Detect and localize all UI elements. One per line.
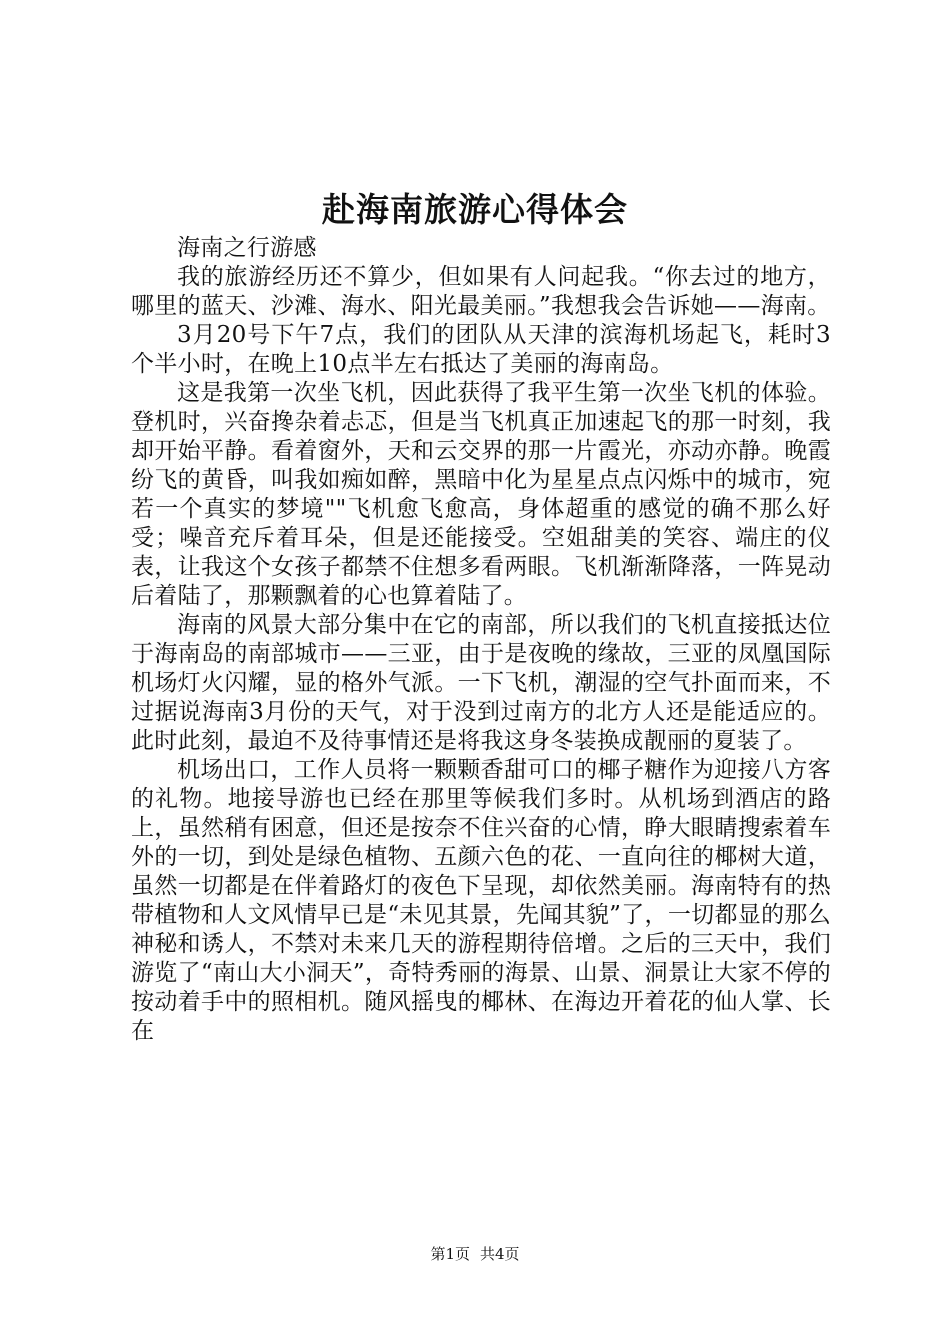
document-body: [131, 234, 831, 1046]
paragraph-subtitle: 海南之行游感: [177, 235, 317, 261]
page-number-total: 共4页: [480, 1245, 520, 1263]
paragraph: 海南的风景大部分集中在它的南部，所以我们的飞机直接抵达位于海南岛的南部城市——三亚，由于是夜晚的缘故，三亚的凤凰国际机场灯火闪耀，显的格外气派。一下飞机，潮湿的空气扑面而来，不过据说海南3月份的天气，对于没到过南方的北方人还是能适应的。此时此刻，最迫不及待事情还是将我这身冬装换成靓丽的夏装了。: [131, 612, 831, 754]
paragraph: 机场出口，工作人员将一颗颗香甜可口的椰子糖作为迎接八方客的礼物。地接导游也已经在那里等候我们多时。从机场到酒店的路上，虽然稍有困意，但还是按奈不住兴奋的心情，睁大眼睛搜索着车外的一切，到处是绿色植物、五颜六色的花、一直向往的椰树大道，虽然一切都是在伴着路灯的夜色下呈现，却依然美丽。海南特有的热带植物和人文风情早已是“未见其景，先闻其貌”了，一切都显的那么神秘和诱人，不禁对未来几天的游程期待倍增。之后的三天中，我们游览了“南山大小洞天”，奇特秀丽的海景、山景、洞景让大家不停的按动着手中的照相机。随风摇曳的椰林、在海边开着花的仙人掌、长在: [131, 757, 831, 1044]
document-title: 赴海南旅游心得体会: [322, 190, 628, 229]
page-number-current: 第1页: [430, 1245, 470, 1263]
paragraph: 这是我第一次坐飞机，因此获得了我平生第一次坐飞机的体验。登机时，兴奋搀杂着忐忑，但是当飞机真正加速起飞的那一时刻，我却开始平静。看着窗外，天和云交界的那一片霞光，亦动亦静。晚霞纷飞的黄昏，叫我如痴如醉，黑暗中化为星星点点闪烁中的城市，宛若一个真实的梦境""飞机愈飞愈高，身体超重的感觉的确不那么好受；噪音充斥着耳朵，但是还能接受。空姐甜美的笑容、端庄的仪表，让我这个女孩子都禁不住想多看两眼。飞机渐渐降落，一阵晃动后着陆了，那颗飘着的心也算着陆了。: [131, 380, 831, 609]
page-footer: [0, 1242, 950, 1266]
paragraph: 3月20号下午7点，我们的团队从天津的滨海机场起飞，耗时3个半小时，在晚上10点半左右抵达了美丽的海南岛。: [131, 322, 831, 377]
paragraph: 我的旅游经历还不算少，但如果有人问起我。“你去过的地方，哪里的蓝天、沙滩、海水、阳光最美丽。”我想我会告诉她——海南。: [131, 264, 831, 319]
